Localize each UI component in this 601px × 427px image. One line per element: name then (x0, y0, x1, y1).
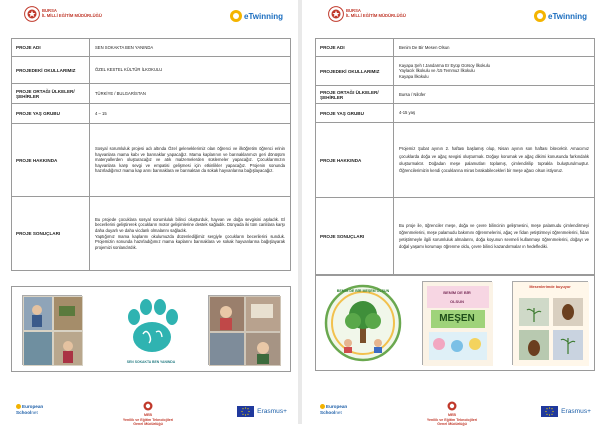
meb-line-2: İL MİLLİ EĞİTİM MÜDÜRLÜĞÜ (346, 13, 406, 19)
row-label: PROJE ORTAĞI ÜLKELER/ŞEHİRLER (316, 86, 394, 104)
meb-title (42, 8, 112, 19)
row-value: 4-15 yaş (394, 104, 595, 123)
row-value: Bursa / Nilüfer (394, 86, 595, 104)
meb-footer-emblem-icon (447, 401, 457, 411)
row-value: Bu proje ile, öğrenciler meşe, doğa ve çevre bilincinin gelişmesini, meşe palamudu çimlendirmeyi öğrenmelerini, meşe palamudu bakımını öğrenmelerini, ağaç ve fidan yetiştirmeyi öğrenmelerini, fidan yetiştirmeyle ilgili sorumluluk almalarını, doğa koyunun sevmeli kullanmayı öğrenmelerini, doğayı ve doğal yaşamı korumayı öğrenme oldu, çevre bilinci kazandırmalar ın hedeflediki. (394, 198, 595, 275)
es-text-2: School (320, 409, 336, 415)
left-page (2, 0, 297, 427)
meb-footer-line-1: MEB (448, 413, 456, 418)
meb-footer-line-1: MEB (144, 413, 152, 418)
page-footer (2, 398, 297, 427)
meb-line-2: İL MİLLİ EĞİTİM MÜDÜRLÜĞÜ (42, 13, 102, 19)
meb-footer-line-2: Yenilik ve Eğitim Teknolojileri (426, 417, 478, 422)
row-value: SEN SOKAKTA BEN YANINDA (90, 39, 291, 57)
european-schoolnet-logo (320, 404, 347, 415)
star-icon (320, 404, 325, 409)
etwinning-logo (534, 10, 587, 22)
table-row (12, 104, 291, 124)
photo-group-image (209, 296, 281, 366)
row-label: PROJE YAŞ GRUBU (12, 104, 90, 124)
tree-logo-icon (324, 281, 402, 365)
row-value: Benim De Bir Mesen Olsun (394, 39, 595, 57)
poster2-line-2: MEŞEN (439, 313, 475, 324)
page-header (2, 0, 297, 36)
european-schoolnet-logo (16, 404, 43, 415)
meb-footer-line-2: Yenilik ve Eğitim Teknolojileri (122, 417, 174, 422)
meb-title (346, 8, 416, 19)
es-text-2-suffix: net (335, 409, 342, 415)
meb-footer-line-3: Genel Müdürlüğü (133, 422, 163, 427)
es-text-2-suffix: net (31, 409, 38, 415)
row-label: PROJE HAKKINDA (12, 124, 90, 197)
photo-strip (315, 275, 595, 371)
row-label: PROJE SONUÇLARI (12, 197, 90, 271)
etwinning-logo (230, 10, 283, 22)
row-value: 4 – 15 (90, 104, 291, 124)
row-label: PROJE ORTAĞI ÜLKELER/ŞEHİRLER (12, 84, 90, 104)
poster3-title: Mesenlerimde buyuyor (529, 285, 571, 289)
poster-growing-image (513, 282, 589, 366)
photo-collage-image (23, 296, 83, 366)
es-text-2: School (16, 409, 32, 415)
poster-mesen (422, 281, 492, 365)
etwinning-text: eTwinning (548, 11, 587, 21)
row-value: ÖZEL KESTEL KÜLTÜR İLKOKULU (90, 57, 291, 84)
meb-footer-logo (120, 401, 176, 427)
row-label: PROJE ADI (316, 39, 394, 57)
etwinning-text: eTwinning (244, 11, 283, 21)
erasmus-logo (541, 406, 591, 417)
es-line-2 (16, 410, 43, 416)
table-row (316, 198, 595, 275)
erasmus-text: Erasmus+ (561, 408, 591, 415)
paw-logo-icon (116, 293, 186, 367)
table-row (316, 86, 595, 104)
row-label: PROJE YAŞ GRUBU (316, 104, 394, 123)
project-info-table (11, 38, 291, 271)
project-logo (116, 293, 186, 367)
meb-footer-logo (424, 401, 480, 427)
row-label: PROJEDEKİ OKULLARIMIZ (316, 57, 394, 86)
poster2-line-1: BENİM DE BİR (443, 290, 471, 295)
poster2-line-3: OLSUN (450, 299, 464, 304)
poster-growing (512, 281, 588, 365)
table-row (316, 123, 595, 198)
erasmus-logo (237, 406, 287, 417)
row-value: Bu projede çocuklara sosyal sorumluluk bilinci oluşturduk, hayvan ve doğa sevgisini aşıladık. El becerilerini geliştirerek çocukların motor gelişimlerine destek sağladık. Dünyada iki tüm canlılara karşı daha duyarlı ve daha vicdanlı olmalarını sağladık. Yaptığımız mama kaplarını okulumuzda düzenlediğimiz sergiyle çocukların becerilerini sunduk. Projemizin sonunda hazırladığımız mama kaplarını barınaklara ve sokak hayvanlarına bağışlayarak projemizi sonlandırdık. (90, 197, 291, 271)
logo-caption: SEN SOKAKTA BEN YANINDA (126, 360, 176, 364)
table-row (12, 39, 291, 57)
meb-footer-emblem-icon (143, 401, 153, 411)
star-icon (16, 404, 21, 409)
eu-flag-icon (237, 406, 254, 417)
eu-flag-icon (541, 406, 558, 417)
etwinning-icon (534, 10, 546, 22)
project-photo-group (208, 295, 280, 365)
row-value: TÜRKİYE / BULGARİSTAN (90, 84, 291, 104)
poster-tree-logo (324, 281, 402, 365)
meb-line-1: BURSA (346, 8, 361, 13)
page-footer (306, 398, 601, 427)
row-label: PROJE HAKKINDA (316, 123, 394, 198)
page-header (306, 0, 601, 36)
meb-emblem-icon (24, 6, 40, 22)
etwinning-icon (230, 10, 242, 22)
table-row (12, 57, 291, 84)
table-row (316, 104, 595, 123)
es-text-1: European (326, 404, 348, 409)
table-row (316, 57, 595, 86)
project-info-table (315, 38, 595, 275)
row-value: Kayapa Şeh t Jandarma Er Eyüp Gürsoy İlkokulu Yaylacık İlkokulu ve /15 Temmuz İlkokulu Kayapa İlkokulu (394, 57, 595, 86)
poster1-text: BENİM DE BİR MEŞEM OLSUN (336, 289, 390, 293)
es-text-1: European (22, 404, 44, 409)
row-label: PROJE SONUÇLARI (316, 198, 394, 275)
meb-footer-line-3: Genel Müdürlüğü (437, 422, 467, 427)
table-row (12, 197, 291, 271)
meb-line-1: BURSA (42, 8, 57, 13)
project-photo-collage (22, 295, 82, 365)
row-value: Projemiz Şubat ayının 2. haftası başlamış olup, Nisan ayının son haftası bitecektir. Amacımız çocuklarda doğa ve ağaç sevgisi oluşturmak. Doğayı korumak ve ağaç dikimi konusunda farkındalık oluşturmaktır. Doğadan meşe palamutları toplamış, çimlendirilip toprakla buluşturulmuştur. Öğrencilerimizin kendi çocuklarına miras bırakabilecekleri bir meşe ağacı olsun istiyoruz. (394, 123, 595, 198)
es-line-2 (320, 410, 347, 416)
row-value: Sosyal sorumluluk projesi adı altında Özel geleneklerimiz olan öğrenci ve ilköğretim öğrenci erinin hayvanlara mama kabı ve barınaklar yapacağız. Mama kaplarının ve barınaklarımızı geri dönüşüm materyallerden oluşturacağız ve atık malzemelerden süslemeler yapacağız. Çocuklarımızın hayvanlara karşı sevgi ve empatisi gelişmesi için etkinlikler yapacağız. Projenin sonunda hazırladığımız mama kap arını barınaklara ve barınaktan da sokak hayvanlarına bağışlayacağız. (90, 124, 291, 197)
erasmus-text: Erasmus+ (257, 408, 287, 415)
table-row (12, 84, 291, 104)
row-label: PROJE ADI (12, 39, 90, 57)
right-page (306, 0, 601, 427)
page-gutter (298, 0, 302, 424)
photo-strip (11, 286, 291, 372)
table-row (316, 39, 595, 57)
table-row (12, 124, 291, 197)
meb-emblem-icon (328, 6, 344, 22)
row-label: PROJEDEKİ OKULLARIMIZ (12, 57, 90, 84)
